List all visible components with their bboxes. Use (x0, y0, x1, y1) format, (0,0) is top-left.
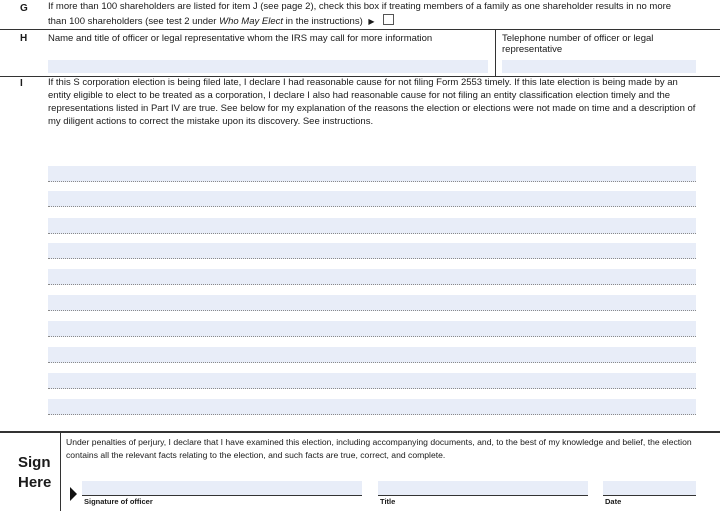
explanation-line-1[interactable] (48, 166, 696, 182)
explanation-line-9[interactable] (48, 373, 696, 389)
item-g-row (0, 0, 720, 28)
officer-phone-field[interactable] (502, 60, 696, 73)
column-divider (495, 30, 496, 76)
perjury-statement: Under penalties of perjury, I declare that I have examined this election, including accompanying documents, and, to the best of my knowledge and belief, the election contains all the relevant facts relating to the election, and such facts are true, correct, and complete. (66, 437, 692, 460)
item-i-letter: I (20, 78, 23, 89)
item-g-text-part1: If more than 100 shareholders are listed for item J (see page 2), check this box if treating members of a family as one shareholder results in no more than 100 shareholders (see test 2 under (48, 1, 672, 27)
family-members-checkbox[interactable] (383, 14, 394, 25)
title-label: Title (380, 497, 396, 506)
sign-here-title (18, 453, 51, 493)
date-rule (603, 495, 696, 496)
explanation-line-3[interactable] (48, 218, 696, 234)
explanation-line-8[interactable] (48, 347, 696, 363)
late-election-declaration: If this S corporation election is being filed late, I declare I had reasonable cause for not filing Form 2553 timely. If this late election is being made by an entity eligible to elect to be treated as a corporation, I declare I also had reasonable cause for not filing an entity classification election timely and the representations listed in Part IV are true. See below for my explanation of the reasons the election or elections were not made on time and a description of my diligent actions to correct the mistake upon its discovery. See instructions. (48, 77, 696, 127)
item-g-text-part2: in the instructions) (283, 15, 363, 27)
date-label: Date (605, 497, 622, 506)
item-g-text (48, 1, 688, 28)
explanation-line-4[interactable] (48, 243, 696, 259)
signature-field[interactable] (82, 481, 362, 495)
signature-rule (82, 495, 362, 496)
arrow-right-icon (70, 487, 77, 501)
date-field[interactable] (603, 481, 696, 495)
officer-name-field[interactable] (48, 60, 488, 73)
title-rule (378, 495, 588, 496)
item-i-row (0, 76, 720, 431)
explanation-line-2[interactable] (48, 191, 696, 207)
explanation-line-6[interactable] (48, 295, 696, 311)
sign-here-title-line1: Sign (18, 454, 51, 471)
title-field[interactable] (378, 481, 588, 495)
sign-here-divider (60, 433, 61, 511)
arrow-right-icon: ▶ (368, 16, 375, 26)
explanation-line-10[interactable] (48, 399, 696, 415)
officer-phone-label: Telephone number of officer or legal representative (502, 33, 654, 55)
sign-here-title-line2: Here (18, 474, 52, 491)
signature-label: Signature of officer (84, 497, 153, 506)
item-h-row (0, 29, 720, 77)
explanation-line-5[interactable] (48, 269, 696, 285)
explanation-line-7[interactable] (48, 321, 696, 337)
sign-here-section (0, 431, 720, 511)
item-g-text-italic: Who May Elect (219, 15, 284, 27)
item-h-letter: H (20, 33, 28, 44)
item-g-letter: G (20, 3, 28, 14)
officer-name-label: Name and title of officer or legal representative whom the IRS may call for more information (48, 33, 433, 44)
